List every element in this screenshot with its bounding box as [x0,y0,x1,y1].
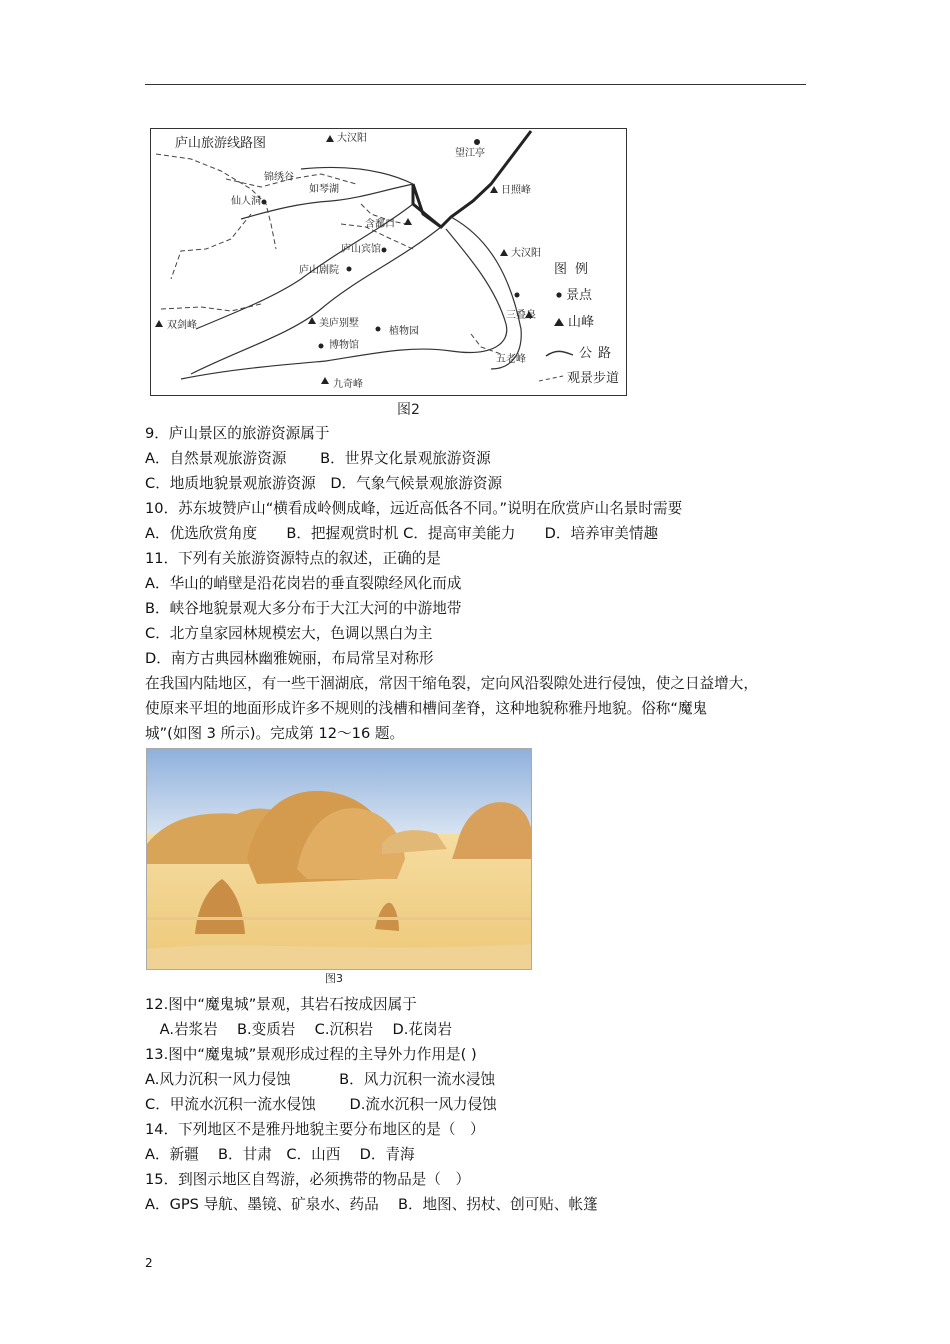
question-12-options: A.岩浆岩 B.变质岩 C.沉积岩 D.花岗岩 [145,1021,453,1038]
map-title: 庐山旅游线路图 [175,136,267,151]
map-label-peak: 大汉阳 [511,248,541,259]
question-9: 9．庐山景区的旅游资源属于 [145,425,330,442]
passage-line: 在我国内陆地区，有一些干涸湖底，常因干缩龟裂，定向风沿裂隙处进行侵蚀，使之日益增大， [145,675,758,692]
question-11-option-c: C．北方皇家园林规模宏大，色调以黑白为主 [145,625,433,642]
map-label-spot: 庐山宾馆 [341,244,381,255]
header-rule [145,84,806,85]
legend-peak: 山峰 [568,315,595,330]
map-caption: 图2 [397,402,420,418]
question-15-options: A．GPS 导航、墨镜、矿泉水、药品 B．地图、拐杖、创可贴、帐篷 [145,1196,598,1213]
map-label-peak: 含鄱口 [365,219,395,230]
legend-spot: 景点 [566,288,593,303]
legend-road: 公路 [579,346,618,361]
map-label-peak: 日照峰 [501,185,531,196]
question-15: 15．到图示地区自驾游，必须携带的物品是（ ） [145,1171,471,1188]
question-14: 14．下列地区不是雅丹地貌主要分布地区的是（ ） [145,1121,485,1138]
question-9-options-cd: C．地质地貌景观旅游资源 D．气象气候景观旅游资源 [145,475,503,492]
passage-line: 使原来平坦的地面形成许多不规则的浅槽和槽间垄脊，这种地貌称雅丹地貌。俗称“魔鬼 [145,700,708,717]
map-label-spot: 望江亭 [455,148,485,159]
page-number: 2 [145,1256,153,1270]
map-label-spot: 植物园 [389,326,419,337]
question-13-options-ab: A.风力沉积一风力侵蚀 B．风力沉积一流水浸蚀 [145,1071,496,1088]
map-label-peak: 双剑峰 [167,320,197,331]
map-label-spot: 仙人洞 [231,196,261,207]
map-label-spot: 如琴湖 [309,184,339,195]
map-label-spot: 博物馆 [329,340,359,351]
lushan-route-map [150,128,627,396]
legend-trail: 观景步道 [567,371,620,386]
question-12: 12.图中“魔鬼城”景观，其岩石按成因属于 [145,996,417,1013]
photo-caption: 图3 [325,972,343,985]
question-11-option-a: A．华山的峭壁是沿花岗岩的垂直裂隙经风化而成 [145,575,462,592]
map-label-spot: 美庐别墅 [319,318,359,329]
map-label-peak: 九奇峰 [333,379,363,390]
question-9-options-ab: A．自然景观旅游资源 B．世界文化景观旅游资源 [145,450,491,467]
passage-line: 城”(如图 3 所示)。完成第 12～16 题。 [145,725,405,742]
question-11-option-b: B．峡谷地貌景观大多分布于大江大河的中游地带 [145,600,462,617]
question-11-option-d: D．南方古典园林幽雅婉丽，布局常呈对称形 [145,650,434,667]
map-label-spot: 三叠泉 [506,310,536,321]
question-10: 10．苏东坡赞庐山“横看成岭侧成峰，远近高低各不同。”说明在欣赏庐山名景时需要 [145,500,683,517]
map-label-spot: 锦绣谷 [264,172,294,183]
question-10-options: A．优选欣赏角度 B．把握观赏时机 C．提高审美能力 D．培养审美情趣 [145,525,659,542]
map-label-peak: 五老峰 [496,354,526,365]
question-13: 13.图中“魔鬼城”景观形成过程的主导外力作用是( ) [145,1046,477,1063]
yardang-photo [146,748,532,970]
map-label-peak: 大汉阳 [337,133,367,144]
question-14-options: A．新疆 B．甘肃 C．山西 D．青海 [145,1146,415,1163]
question-13-options-cd: C．甲流水沉积一流水侵蚀 D.流水沉积一风力侵蚀 [145,1096,497,1113]
legend-title: 图例 [554,262,597,277]
map-label-spot: 庐山剧院 [299,265,339,276]
question-11: 11．下列有关旅游资源特点的叙述，正确的是 [145,550,441,567]
